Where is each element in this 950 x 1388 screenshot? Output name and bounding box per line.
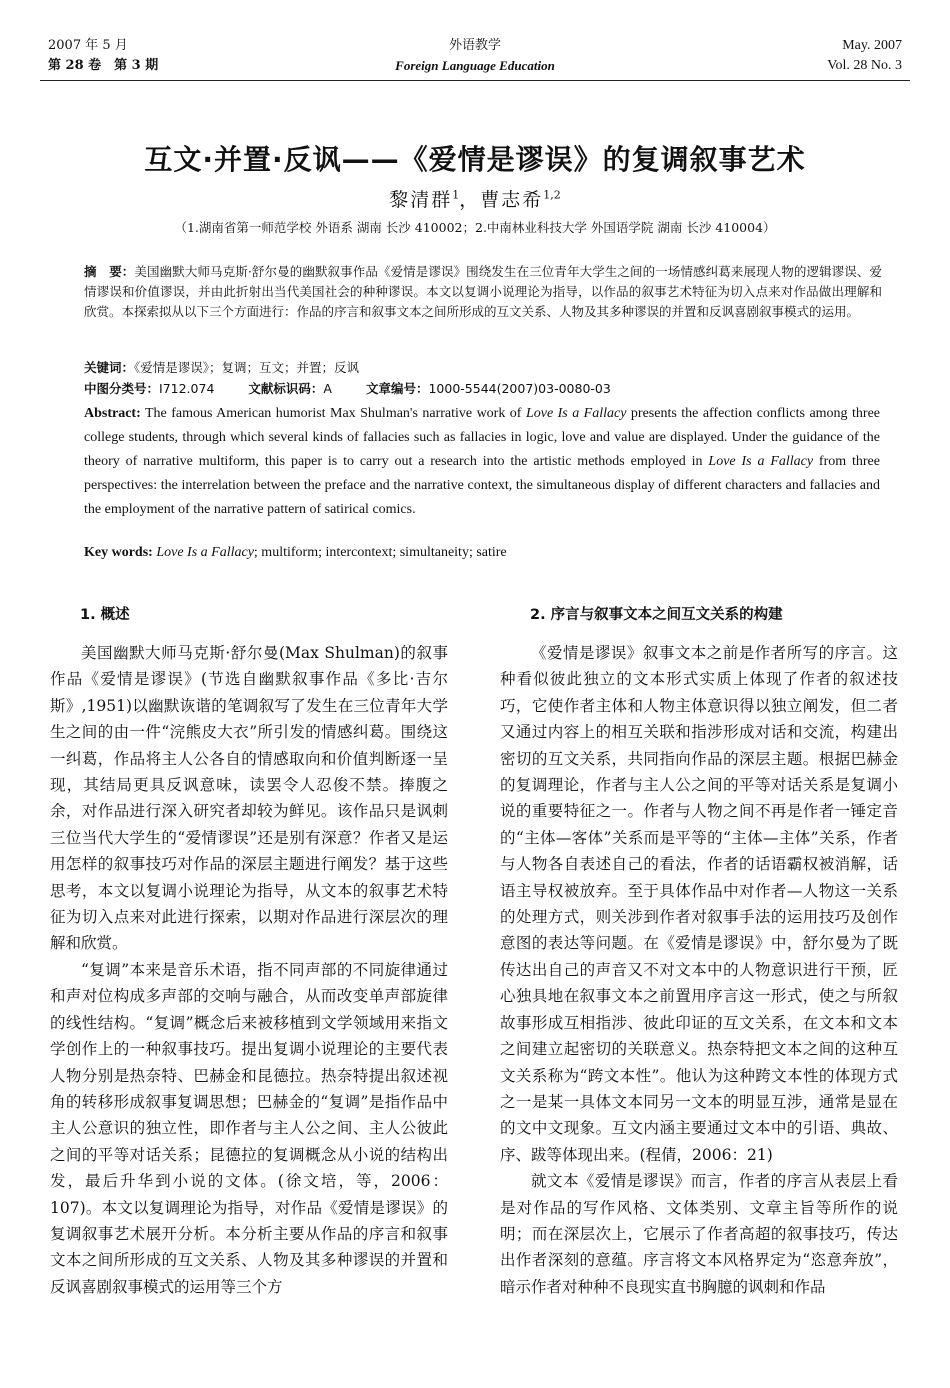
keywords-en-text: ; multiform; intercontext; simultaneity; satire: [253, 545, 507, 560]
running-header: [0, 36, 950, 80]
author-1: 黎清群: [389, 189, 453, 211]
section-1-heading: 1. 概述: [80, 607, 130, 623]
keywords-zh: [84, 358, 882, 378]
doc-value: A: [323, 381, 332, 396]
keywords-zh-label: 关键词：: [84, 360, 135, 375]
abstract-en: [84, 402, 880, 522]
keywords-en-label: Key words:: [84, 545, 153, 560]
abstract-en-part1: The famous American humorist Max Shulman's narrative work of: [140, 406, 526, 421]
header-journal-zh: 外语教学: [448, 38, 501, 53]
article-number: [366, 381, 611, 396]
abstract-zh-text: 美国幽默大师马克斯·舒尔曼的幽默叙事作品《爱情是谬误》围绕发生在三位青年大学生之间的一场情感纠葛来展现人物的逻辑谬误、爱情谬误和价值谬误，并由此折射出当代美国社会的种种谬误。本文以复调小说理论为指导，以作品的叙事艺术特征为切入点来对作品做出理解和欣赏。本探索拟从以下三个方面进行：作品的序言和叙事文本之间所形成的互文关系、人物及其多种谬误的并置和反讽喜剧叙事模式的运用。: [84, 264, 882, 319]
header-date-zh: 2007 年 5 月: [48, 38, 128, 53]
doc-code: [248, 381, 332, 396]
left-paragraph: “复调”本来是音乐术语，指不同声部的不同旋律通过和声对位构成多声部的交响与融合，从而改变单声部旋律的线性结构。“复调”概念后来被移植到文学领域用来指文学创作上的一种叙事技巧。提出复调小说理论的主要代表人物分别是热奈特、巴赫金和昆德拉。热奈特提出叙述视角的转移形成叙事复调思想；巴赫金的“复调”是指作品中主人公意识的独立性，即作者与主人公之间、主人公彼此之间的平等对话关系；昆德拉的复调概念从小说的结构出发，最后升华到小说的文体。(徐文培，等，2006：107)。本文以复调理论为指导，对作品《爱情是谬误》的复调叙事艺术展开分析。本分析主要从作品的序言和叙事文本之间所形成的互文关系、人物及其多种谬误的并置和反讽喜剧叙事模式的运用等三个方: [50, 960, 448, 1296]
abstract-en-label: Abstract:: [84, 406, 141, 421]
abstract-zh-label: 摘 要：: [84, 264, 135, 279]
abstract-en-title-2: Love Is a Fallacy: [708, 454, 814, 469]
header-right: [827, 36, 902, 76]
keywords-zh-text: 《爱情是谬误》；复调；互文；并置；反讽: [134, 360, 360, 375]
author-separator: ，: [459, 189, 481, 211]
header-center: [0, 36, 950, 76]
clc-label: 中图分类号：: [84, 381, 160, 396]
right-paragraph: 就文本《爱情是谬误》而言，作者的序言从表层上看是对作品的写作风格、文体类别、文章主旨等所作的说明；而在深层次上，它展示了作者高超的叙事技巧，传达出作者深刻的意蕴。序言将文本风格界定为“恣意奔放”，暗示作者对种种不良现实直书胸臆的讽刺和作品: [500, 1172, 898, 1296]
abstract-en-part2: presents the affection conflicts among three college students, through which several kinds of fallacies such as fallacies in logic, love and value are displayed. Under the guidance of the theory of narrative multiform, this paper is to carry out a research into the artistic methods employed in: [84, 406, 880, 469]
section-2-heading: 2. 序言与叙事文本之间互文关系的构建: [530, 607, 783, 623]
clc-number: [84, 381, 214, 396]
header-journal-en: Foreign Language Education: [395, 58, 555, 73]
classification-line: [84, 379, 882, 399]
keywords-en-title: Love Is a Fallacy: [156, 545, 254, 560]
abstract-en-part3: from three perspectives: the interrelation between the preface and the narrative context, the simultaneous display of different characters and fallacies and the employment of the narrative pattern of satirical comics.: [84, 454, 880, 517]
header-volume-en: Vol. 28 No. 3: [827, 58, 902, 73]
author-2-sup: 1,2: [543, 188, 561, 202]
art-label: 文章编号：: [365, 381, 429, 396]
author-1-sup: 1: [452, 188, 460, 202]
article-title: 互文·并置·反讽——《爱情是谬误》的复调叙事艺术: [144, 143, 806, 176]
keywords-en: [84, 542, 880, 564]
left-column: [50, 598, 448, 1300]
header-rule: [40, 80, 910, 81]
header-date-en: May. 2007: [842, 38, 902, 53]
left-paragraph: 美国幽默大师马克斯·舒尔曼(Max Shulman)的叙事作品《爱情是谬误》(节选自幽默叙事作品《多比·吉尔斯》,1951)以幽默诙谐的笔调叙写了发生在三位青年大学生之间的由一件“浣熊皮大衣”所引发的情感纠葛。围绕这一纠葛，作品将主人公各自的情感取向和价值判断逐一呈现，其结局更具反讽意味，读罢令人忍俊不禁。捧腹之余，对作品进行深入研究者却较为鲜见。该作品只是讽刺三位当代大学生的“爱情谬误”还是别有深意？作者又是运用怎样的叙事技巧对作品的深层主题进行阐发？基于这些思考，本文以复调小说理论为指导，从文本的叙事艺术特征为切入点来对此进行探索，以期对作品进行深层次的理解和欣赏。: [50, 644, 448, 953]
right-column: [500, 598, 898, 1300]
right-paragraph: 《爱情是谬误》叙事文本之前是作者所写的序言。这种看似彼此独立的文本形式实质上体现了作者的叙述技巧，它使作者主体和人物主体意识得以独立阐发，但二者又通过内容上的相互关联和指涉形成对话和交流，构建出密切的互文关系，共同指向作品的深层主题。根据巴赫金的复调理论，作者与主人公之间的平等对话关系是复调小说的重要特征之一。作者与人物之间不再是作者一锤定音的“主体—客体”关系而是平等的“主体—主体”关系，作者与人物各自表述自己的看法，作者的话语霸权被消解，话语主导权被放弃。至于具体作品中对作者—人物这一关系的处理方式，则关涉到作者对叙事手法的运用技巧及创作意图的表达等问题。在《爱情是谬误》中，舒尔曼为了既传达出自己的声音又不对文本中的人物意识进行干预，匠心独具地在叙事文本之前置用序言这一形式，使之与所叙故事形成互相指涉、彼此印证的互文关系，在文本和文本之间建立起密切的关联意义。热奈特把文本之间的这种互文关系称为“跨文本性”。他认为这种跨文本性的体现方式之一是某一具体文本同另一文本的明显互涉，通常是显在的文中文现象。互文内涵主要通过文本中的引语、典故、序、跋等体现出来。(程倩，2006：21): [500, 644, 898, 1164]
affiliation: （1.湖南省第一师范学校 外语系 湖南 长沙 410002；2.中南林业科技大学 外国语学院 湖南 长沙 410004）: [174, 220, 776, 235]
art-value: 1000-5544(2007)03-0080-03: [428, 381, 611, 396]
author-2: 曹志希: [480, 189, 544, 211]
abstract-zh: [84, 262, 882, 322]
doc-label: 文献标识码：: [248, 381, 324, 396]
abstract-en-title: Love Is a Fallacy: [525, 406, 627, 421]
clc-value: I712.074: [159, 381, 215, 396]
header-volume-zh: 第 28 卷 第 3 期: [48, 58, 159, 73]
author-line: [0, 185, 950, 212]
